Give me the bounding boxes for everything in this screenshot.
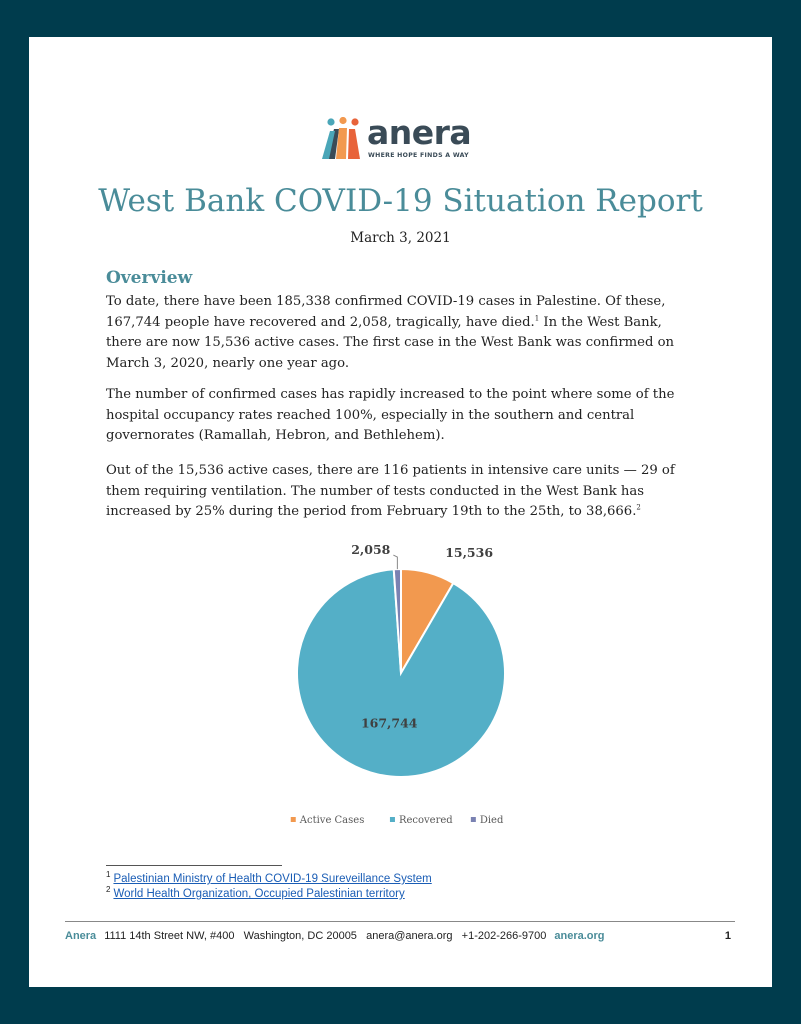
footnote-1-link[interactable]: Palestinian Ministry of Health COVID-19 Sureveillance System (113, 873, 432, 885)
footnote-1-number: 1 (106, 870, 111, 880)
footnote-ref-1[interactable]: 1 (534, 314, 540, 323)
footnote-2-number: 2 (106, 885, 111, 895)
page-footer (65, 930, 731, 942)
anera-logo-figures-icon (322, 117, 366, 161)
logo-wordmark: anera (367, 113, 472, 152)
logo-tagline: WHERE HOPE FINDS A WAY (368, 152, 469, 159)
legend-swatch-died (471, 817, 476, 822)
data-label-died: 2,058 (351, 542, 391, 558)
footnote-divider (106, 865, 282, 866)
leader-line-died (393, 555, 397, 569)
data-label-active-cases: 15,536 (445, 544, 494, 560)
footer-address: 1111 14th Street NW, #400 Washington, DC 20005 anera@anera.org +1-202-266-9700 (104, 930, 547, 942)
footnote-1 (106, 872, 706, 887)
data-label-recovered: 167,744 (360, 715, 418, 731)
footnote-2 (106, 887, 706, 902)
page-number: 1 (724, 930, 731, 942)
overview-heading: Overview (106, 268, 193, 288)
report-page (29, 37, 772, 987)
overview-paragraph-2: The number of confirmed cases has rapidly increased to the point where some of the hospital occupancy rates reached 100%, especially in the southern and central governorates (Ramallah, Hebron, and Bethlehem). (106, 387, 675, 443)
legend-label-died: Died (479, 815, 504, 826)
footnote-ref-2[interactable]: 2 (636, 503, 641, 512)
footnotes (106, 865, 706, 902)
p1-text-b: In the West Bank, there are now 15,536 active cases. The first case in the West Bank was confirmed on March 3, 2020, nearly one year ago. (106, 314, 675, 371)
footer-divider (65, 921, 735, 922)
cases-pie-chart (259, 542, 559, 832)
p3-text-a: Out of the 15,536 active cases, there are 116 patients in intensive care units — 29 of them requiring ventilation. The number of tests conducted in the West Bank has increased by 25% during the period from February 19th to the 25th, to 38,666. (106, 463, 675, 519)
anera-logo (322, 113, 482, 169)
report-date: March 3, 2021 (350, 230, 451, 246)
footer-brand: Anera (65, 930, 97, 942)
legend-swatch-active-cases (291, 817, 296, 822)
report-title: West Bank COVID-19 Situation Report (98, 183, 703, 219)
footnote-2-link[interactable]: World Health Organization, Occupied Palestinian territory (113, 888, 405, 900)
legend-label-recovered: Recovered (398, 815, 453, 826)
legend-swatch-recovered (390, 817, 395, 822)
overview-paragraph-1 (106, 292, 681, 374)
p1-text-a: To date, there have been 185,338 confirmed COVID-19 cases in Palestine. Of these, 167,744 people have recovered and 2,058, tragically, have died. (106, 294, 666, 330)
footer-website-link[interactable]: anera.org (554, 930, 605, 942)
legend-label-active-cases: Active Cases (299, 815, 365, 826)
overview-paragraph-3 (106, 461, 681, 523)
